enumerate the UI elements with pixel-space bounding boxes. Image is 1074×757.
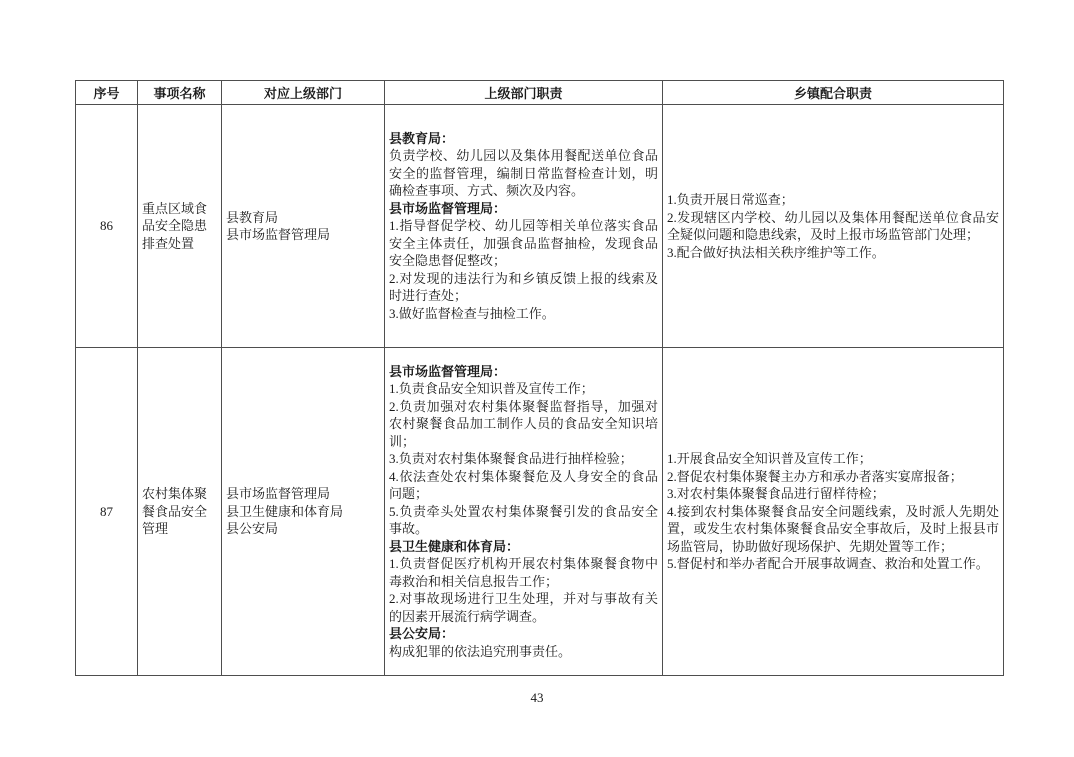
department-name: 县公安局 — [226, 521, 279, 537]
superior-department-cell — [222, 105, 385, 348]
table-header-row — [76, 81, 1004, 105]
duty-text-line: 2.负责加强对农村集体聚餐监督指导，加强对农村聚餐食品加工制作人员的食品安全知识培训； — [389, 398, 658, 449]
township-duty-line: 2.督促农村集体聚餐主办方和承办者落实宴席报备； — [667, 468, 963, 484]
township-duties-cell — [663, 105, 1004, 348]
township-duty-line: 4.接到农村集体聚餐食品安全问题线索，及时派人先期处置，或发生农村集体聚餐食品安全事故后，及时上报县市场监管局，协助做好现场保护、先期处置等工作； — [667, 503, 999, 554]
township-duty-line: 5.督促村和举办者配合开展事故调查、救治和处置工作。 — [667, 556, 989, 572]
duty-department-heading: 县教育局： — [389, 130, 455, 146]
department-name: 县教育局 — [226, 209, 279, 225]
duty-text-line: 3.做好监督检查与抽检工作。 — [389, 305, 555, 321]
department-name: 县卫生健康和体育局 — [226, 503, 344, 519]
township-duties-cell — [663, 348, 1004, 676]
duty-department-heading: 县市场监督管理局： — [389, 200, 507, 216]
seq-cell: 87 — [76, 348, 138, 676]
department-name: 县市场监督管理局 — [226, 227, 331, 242]
duty-text-line: 构成犯罪的依法追究刑事责任。 — [389, 643, 572, 659]
column-header-township-duties: 乡镇配合职责 — [663, 81, 1004, 105]
seq-cell: 86 — [76, 105, 138, 348]
township-duty-line: 2.发现辖区内学校、幼儿园以及集体用餐配送单位食品安全疑似问题和隐患线索，及时上报市场监管部门处理； — [667, 209, 999, 242]
item-name-cell: 农村集体聚餐食品安全管理 — [138, 348, 222, 676]
duty-text-line: 负责学校、幼儿园以及集体用餐配送单位食品安全的监督管理，编制日常监督检查计划，明确检查事项、方式、频次及内容。 — [389, 148, 658, 199]
duty-text-line: 5.负责牵头处置农村集体聚餐引发的食品安全事故。 — [389, 503, 658, 537]
duty-department-heading: 县市场监督管理局： — [389, 363, 507, 379]
column-header-item-name: 事项名称 — [138, 81, 222, 105]
township-duty-line: 1.开展食品安全知识普及宣传工作； — [667, 451, 872, 467]
duty-department-heading: 县卫生健康和体育局： — [389, 538, 520, 554]
table-row — [76, 105, 1004, 348]
superior-department-cell — [222, 348, 385, 676]
superior-duties-cell — [385, 348, 663, 676]
duty-text-line: 2.对发现的违法行为和乡镇反馈上报的线索及时进行查处； — [389, 270, 658, 304]
page-number: 43 — [530, 690, 544, 705]
column-header-seq: 序号 — [76, 81, 138, 105]
township-duty-line: 3.对农村集体聚餐食品进行留样待检； — [667, 486, 885, 502]
column-header-superior-duties: 上级部门职责 — [385, 81, 663, 105]
column-header-superior-department: 对应上级部门 — [222, 81, 385, 105]
table-row — [76, 348, 1004, 676]
duties-table — [75, 80, 1004, 676]
duty-text-line: 3.负责对农村集体聚餐食品进行抽样检验； — [389, 451, 633, 467]
duty-text-line: 4.依法查处农村集体聚餐危及人身安全的食品问题； — [389, 468, 658, 502]
township-duty-line: 1.负责开展日常巡查； — [667, 192, 794, 207]
duty-text-line: 1.指导督促学校、幼儿园等相关单位落实食品安全主体责任，加强食品监督抽检，发现食品安全隐患督促整改； — [389, 218, 658, 269]
township-duty-line: 3.配合做好执法相关秩序维护等工作。 — [667, 244, 885, 260]
department-name: 县市场监督管理局 — [226, 486, 331, 502]
duty-text-line: 1.负责督促医疗机构开展农村集体聚餐食物中毒救治和相关信息报告工作； — [389, 556, 658, 589]
superior-duties-cell — [385, 105, 663, 348]
duty-department-heading: 县公安局： — [389, 626, 455, 642]
duty-text-line: 2.对事故现场进行卫生处理，并对与事故有关的因素开展流行病学调查。 — [389, 591, 658, 624]
item-name-cell: 重点区域食品安全隐患排查处置 — [138, 105, 222, 348]
duty-text-line: 1.负责食品安全知识普及宣传工作； — [389, 381, 594, 397]
